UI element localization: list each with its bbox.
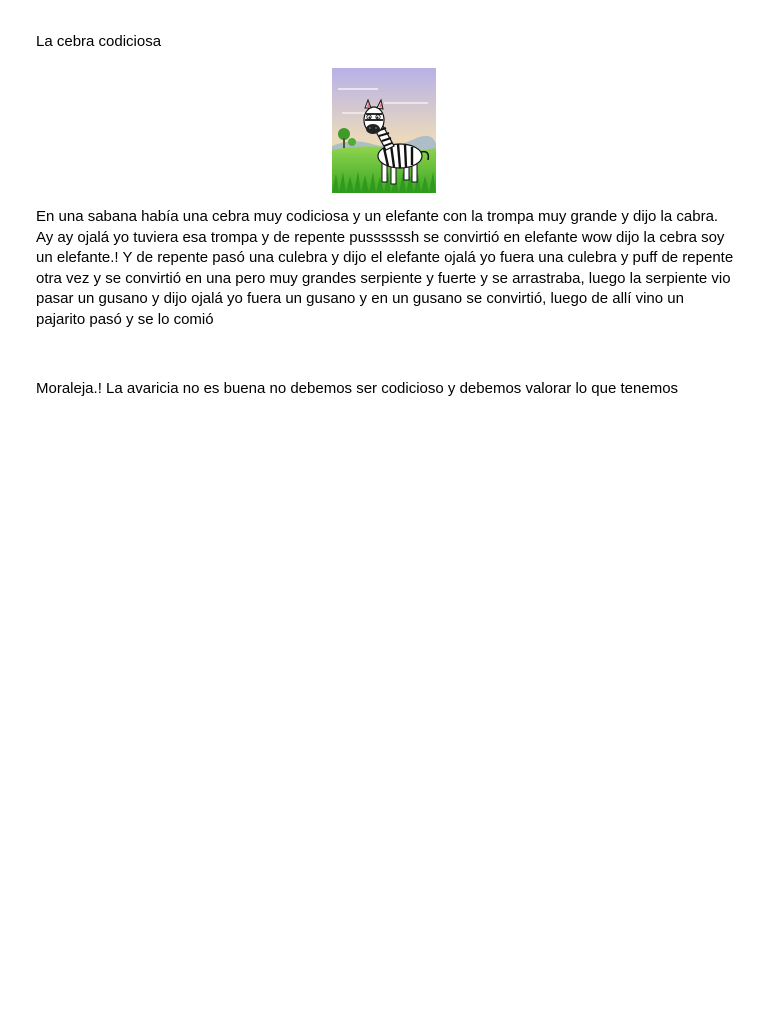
story-paragraph: En una sabana había una cebra muy codiciosa y un elefante con la trompa muy grande y dijo la cabra. Ay ay ojalá yo tuviera esa trompa y de repente pussssssh se convirtió en elefante wow dijo la cebra soy un elefante.! Y de repente pasó una culebra y dijo el elefante ojalá yo fuera una culebra y puff de repente otra vez y se convirtió en una pero muy grandes serpiente y fuerte y se arrastraba, luego la serpiente vio pasar un gusano y dijo ojalá yo fuera un gusano y en un gusano se convirtió, luego de allí vino un pajarito pasó y se lo comió xyxy=(36,208,734,328)
zebra-icon xyxy=(332,68,436,193)
document-title: La cebra codiciosa xyxy=(36,33,162,50)
zebra-illustration xyxy=(332,68,436,193)
moral-paragraph: Moraleja.! La avaricia no es buena no debemos ser codicioso y debemos valorar lo que tenemos xyxy=(36,380,679,397)
